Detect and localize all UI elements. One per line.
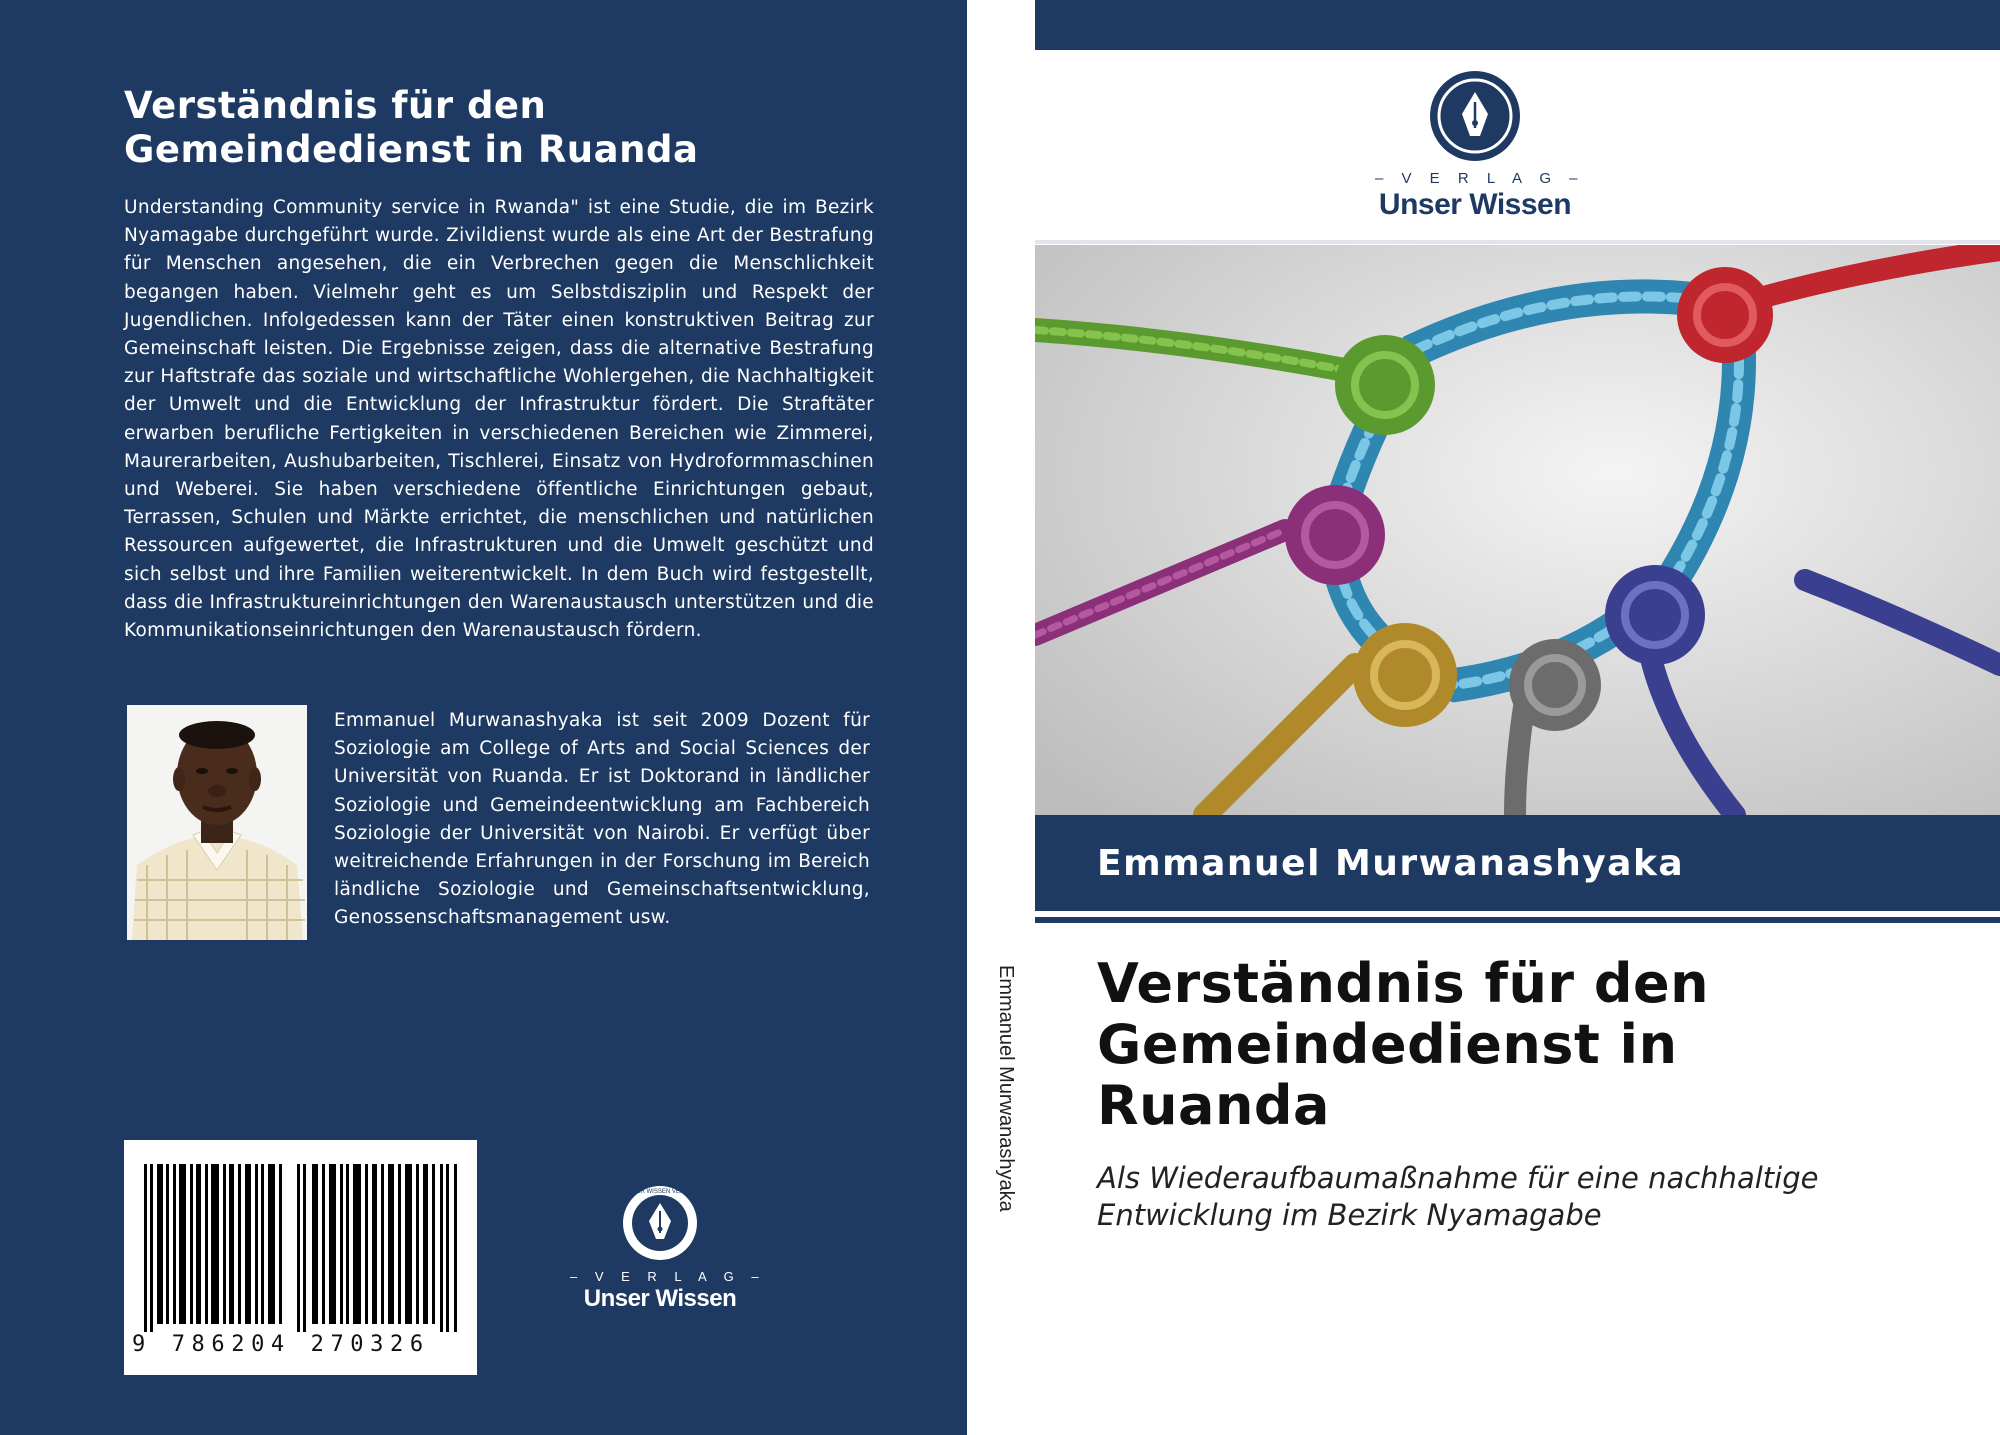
spine xyxy=(967,0,1035,1435)
front-author-name: Emmanuel Murwanashyaka xyxy=(1097,843,1685,884)
front-title-line-1: Verständnis für den xyxy=(1097,952,1710,1015)
front-logo-name: Unser Wissen xyxy=(1378,188,1572,221)
front-title-line-3: Ruanda xyxy=(1097,1074,1331,1137)
front-author-band xyxy=(1035,815,2000,911)
back-publisher-logo xyxy=(570,1185,766,1313)
front-subtitle-line-2: Entwicklung im Bezirk Nyamagabe xyxy=(1097,1198,1602,1232)
front-cover-title xyxy=(1097,953,1957,1136)
cover-rope-network-image xyxy=(1035,245,2000,815)
front-title-line-2: Gemeindedienst in xyxy=(1097,1013,1678,1076)
front-logo-verlag: – V E R L A G – xyxy=(1375,170,1585,187)
front-top-bar xyxy=(1035,0,2000,50)
rope-knots-illustration xyxy=(1035,245,2000,815)
front-publisher-logo xyxy=(1375,70,1585,222)
image-top-rule xyxy=(1035,240,2000,244)
back-logo-name: Unser Wissen xyxy=(583,1285,737,1312)
back-cover-blurb: Understanding Community service in Rwanda" ist eine Studie, die im Bezirk Nyamagabe durchgeführt wurde. Zivildienst wurde als eine Art der Bestrafung für Menschen angesehen, die ein Verbrechen gegen die Menschlichkeit begangen haben. Vielmehr geht es um Selbstdisziplin und Respekt der Jugendlichen. Infolgedessen kann der Täter einen konstruktiven Beitrag zur Gemeinschaft leisten. Die Ergebnisse zeigen, dass die alternative Bestrafung zur Haftstrafe das soziale und wirtschaftliche Wohlergehen, die Nachhaltigkeit der Umwelt und die Entwicklung der Infrastruktur fördert. Die Straftäter erwarben berufliche Fertigkeiten in verschiedenen Bereichen wie Zimmerei, Maurerarbeiten, Aushubarbeiten, Tischlerei, Einsatz von Hydroformmaschinen und Weberei. Sie haben verschiedene öffentliche Einrichtungen gebaut, Terrassen, Schulen und Märkte errichtet, die menschlichen und natürlichen Ressourcen aufgewertet, die Infrastrukturen und die Umwelt geschützt und sich selbst und ihre Familien weiterentwickelt. In dem Buch wird festgestellt, dass die Infrastruktureinrichtungen den Warenaustausch unterstützen und die Kommunikationseinrichtungen den Warenaustausch fördern. xyxy=(124,197,874,642)
front-subtitle-line-1: Als Wiederaufbaumaßnahme für eine nachhaltige xyxy=(1097,1161,1819,1195)
front-cover-subtitle xyxy=(1097,1160,1957,1234)
fountain-pen-nib-icon xyxy=(622,1185,698,1261)
back-cover-title xyxy=(124,84,884,172)
logo-ring-text: UNSER WISSEN VERLAG xyxy=(623,1189,697,1195)
author-photo xyxy=(127,705,307,940)
author-band-rule xyxy=(1035,917,2000,923)
back-title-line-2: Gemeindedienst in Ruanda xyxy=(124,128,699,171)
back-logo-verlag: – V E R L A G – xyxy=(570,1269,766,1284)
barcode-bars xyxy=(144,1164,462,1332)
spine-author: Emmanuel Murwanashyaka xyxy=(995,965,1017,1212)
fountain-pen-nib-icon xyxy=(1429,70,1521,162)
back-cover xyxy=(0,0,967,1435)
front-cover xyxy=(1035,0,2000,1435)
back-title-line-1: Verständnis für den xyxy=(124,84,547,127)
author-bio: Emmanuel Murwanashyaka ist seit 2009 Dozent für Soziologie am College of Arts and Social Sciences der Universität von Ruanda. Er ist Doktorand in ländlicher Soziologie und Gemeindeentwicklung am Fachbereich Soziologie der Universität von Nairobi. Er verfügt über weitreichende Erfahrungen in der Forschung im Bereich ländliche Soziologie und Gemeinschaftsentwicklung, Genossenschaftsmanagement usw. xyxy=(334,710,870,929)
isbn-barcode xyxy=(124,1140,477,1375)
author-portrait-image xyxy=(127,705,307,940)
isbn-number: 9 786204 270326 xyxy=(132,1332,430,1357)
